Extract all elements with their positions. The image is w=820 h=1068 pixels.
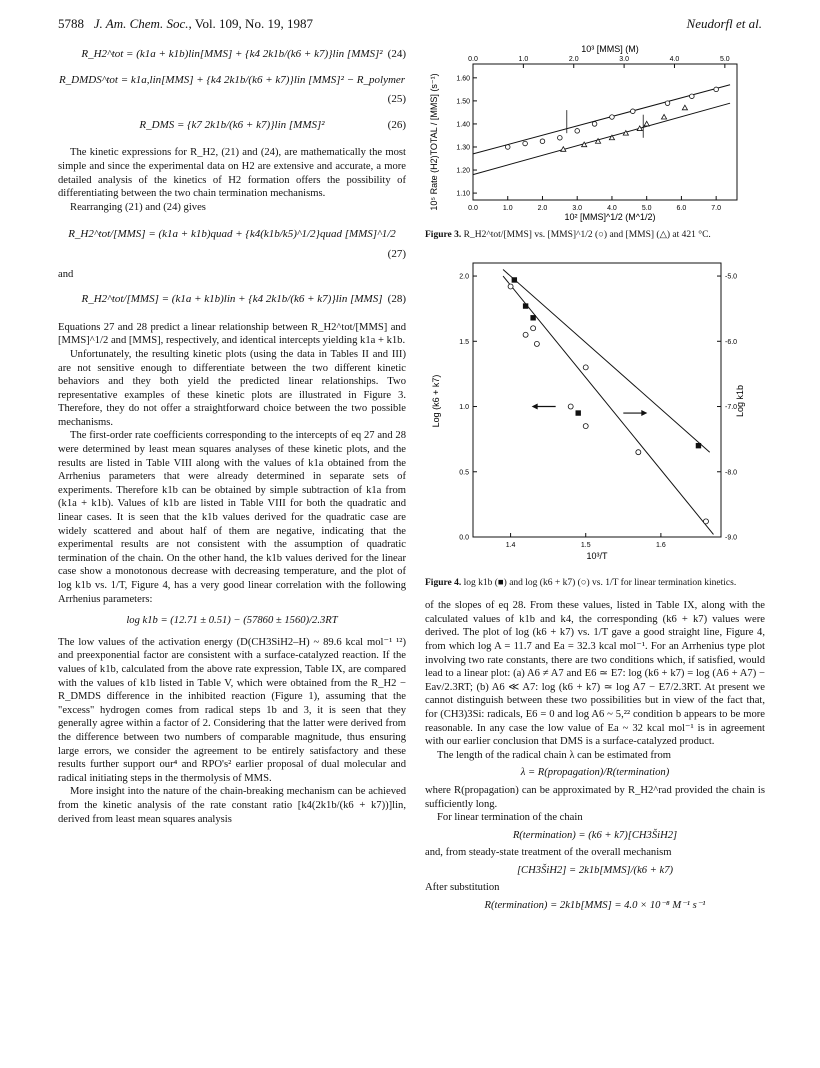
fit-line xyxy=(503,269,710,452)
caption-text: log k1b (■) and log (k6 + k7) (○) vs. 1/T for linear termination kinetics. xyxy=(463,578,737,589)
y-left-tick-label: 0.0 xyxy=(459,534,469,542)
equation-28 xyxy=(58,293,406,307)
data-point-triangle xyxy=(644,121,649,126)
y-right-tick-label: -6.0 xyxy=(725,338,738,346)
data-point-square xyxy=(523,303,528,308)
equation-24 xyxy=(58,48,406,62)
bottom-axis-label: 10² [MMS]^1/2 (M^1/2) xyxy=(564,212,656,222)
x-tick-label: 2.0 xyxy=(537,205,548,212)
top-tick-label: 5.0 xyxy=(719,56,730,63)
right-column xyxy=(425,42,765,917)
top-axis-label: 10³ [MMS] (M) xyxy=(581,44,639,54)
y-right-label: Log k1b xyxy=(735,384,745,417)
top-tick-label: 1.0 xyxy=(518,56,529,63)
paragraph: Rearranging (21) and (24) gives xyxy=(70,201,206,213)
equation-26-text: R_DMS = {k7 2k1b/(k6 + k7)}lin [MMS]² xyxy=(139,118,325,131)
y-tick-label: 1.50 xyxy=(456,98,470,106)
data-point-square xyxy=(512,277,517,282)
data-point-circle xyxy=(665,101,670,106)
paragraph: The low values of the activation energy (D(CH3SiH2–H) ~ 89.6 kcal mol⁻¹ ¹²) and preexponential factor are consistent with a surface-catalyzed reaction. If the values of k1b, calculated from the above rate expression, Table IX, are compared with the values of k1b listed in Table V, which were obtained from the R_H2 − R_DMDS difference in the inhibited reaction (Figure 1), assuming that the "excess" hydrogen comes from radical steps 1b and 3, it is seen that they generally agree within a factor of 2. Considering that the latter were derived from the difference between two numbers of comparable magnitude, thus ensuring large errors, we consider the agreement to be entirely satisfactory and these results further support our⁴ and RPO's² earlier proposal of dual molecular and radical initiating steps in the thermolysis of MMS. xyxy=(58,636,406,784)
equation-24-text: R_H2^tot = (k1a + k1b)lin[MMS] + {k4 2k1b/(k6 + k7)}lin [MMS]² xyxy=(81,48,383,60)
paragraph: of the slopes of eq 28. From these values, listed in Table IX, along with the calculated values of k1b and k4, the corresponding (k6 + k7) values were derived. The plot of log (k6 + k7) vs. 1/T gave a good straight line, Figure 4, from which log A = 11.7 and Ea = 32.3 kcal mol⁻¹. For an Arrhenius type plot involving two rate constants, there are two conditions which, if satisfied, would lead to a linear plot: (a) A6 ≠ A7 and E6 ≃ E7: log (k6 + k7) = log (A6 + A7) − Eav/2.3RT; (b) A6 ≪ A7: log (k6 + k7) ≃ log A7 − E7/2.3RT. At present we cannot distinguish between these two possibilities but in view of the fact that, for (CH3)3Si: radicals, E6 = 0 and log A6 ~ 5,²² condition b appears to be more reasonable. In any case the low value of Ea ~ 32 kcal mol⁻¹ is in agreement with our earlier conclusion that DMS is a surface-catalyzed product. xyxy=(425,600,765,748)
equation-logk1b: log k1b = (12.71 ± 0.51) − (57860 ± 1560)/2.3RT xyxy=(126,615,338,627)
data-point-circle xyxy=(690,94,695,99)
data-point-circle xyxy=(531,325,536,330)
paragraph: The kinetic expressions for R_H2, (21) and (24), are mathematically the most simple and since the experimental data on H2 are extensive and accurate, a more detailed analysis of the kinetics of H2 formation offers the possibility of differentiating between the two chain termination mechanisms. xyxy=(58,147,406,200)
top-tick-label: 0.0 xyxy=(468,56,478,63)
data-point-circle xyxy=(583,364,588,369)
equation-26 xyxy=(58,119,406,133)
equation-27-num xyxy=(58,248,406,262)
equation-26-number: (26) xyxy=(387,118,406,131)
equation-27-text: R_H2^tot/[MMS] = (k1a + k1b)quad + {k4(k1b/k5)^1/2}quad [MMS]^1/2 xyxy=(68,228,396,241)
arrow-left-head xyxy=(532,403,538,409)
y-left-label: Log (k6 + k7) xyxy=(431,374,441,427)
figure-4-chart xyxy=(425,251,765,571)
paragraph: and, from steady-state treatment of the overall mechanism xyxy=(425,847,672,859)
paragraph: The length of the radical chain λ can be estimated from xyxy=(437,749,671,761)
x-tick-label: 4.0 xyxy=(607,205,617,212)
x-tick-label: 6.0 xyxy=(676,205,687,212)
equation-25-text: R_DMDS^tot = k1a,lin[MMS] + {k4 2k1b/(k6 + k7)}lin [MMS]² − R_polymer xyxy=(58,73,406,86)
paragraph: For linear termination of the chain xyxy=(437,812,583,824)
data-point-triangle xyxy=(682,105,687,110)
plot-frame xyxy=(473,263,721,537)
equation-28-text: R_H2^tot/[MMS] = (k1a + k1b)lin + {k4 2k1b/(k6 + k7)}lin [MMS] xyxy=(81,293,383,306)
equation-substituted: R(termination) = 2k1b[MMS] = 4.0 × 10⁻⁸ M⁻¹ s⁻¹ xyxy=(484,900,706,912)
data-point-circle xyxy=(523,141,528,146)
y-tick-label: 1.60 xyxy=(456,75,470,83)
top-tick-label: 4.0 xyxy=(669,56,680,63)
equation-termination: R(termination) = (k6 + k7)[CH3ŠiH2] xyxy=(512,829,678,841)
figure-3-caption xyxy=(425,229,765,241)
caption-text: R_H2^tot/[MMS] vs. [MMS]^1/2 (○) and [MMS] (△) at 421 °C. xyxy=(463,229,711,240)
figure-4 xyxy=(425,251,765,590)
data-point-square xyxy=(530,315,535,320)
x-tick-label: 1.5 xyxy=(580,541,591,549)
data-point-square xyxy=(696,443,701,448)
x-axis-label: 10³/T xyxy=(586,550,608,561)
data-point-circle xyxy=(568,404,573,409)
running-header xyxy=(58,16,313,32)
paragraph: where R(propagation) can be approximated by R_H2^rad provided the chain is sufficiently long. xyxy=(425,784,765,810)
equation-25-number: (25) xyxy=(387,93,406,106)
y-right-tick-label: -9.0 xyxy=(725,534,738,542)
left-column xyxy=(58,42,406,826)
x-tick-label: 5.0 xyxy=(641,205,652,212)
top-tick-label: 3.0 xyxy=(619,56,629,63)
caption-label: Figure 3. xyxy=(425,229,462,240)
data-point-circle xyxy=(558,135,563,140)
equation-27 xyxy=(58,228,406,242)
fit-line xyxy=(473,103,730,174)
x-tick-label: 1.4 xyxy=(505,541,516,549)
figure-3 xyxy=(425,42,765,241)
equation-lambda: λ = R(propagation)/R(termination) xyxy=(520,767,670,779)
y-right-tick-label: -5.0 xyxy=(725,273,738,281)
volume-info: Vol. 109, No. 19, 1987 xyxy=(194,16,313,31)
y-left-tick-label: 1.5 xyxy=(459,338,469,346)
y-tick-label: 1.40 xyxy=(456,121,470,129)
y-tick-label: 1.30 xyxy=(456,144,470,152)
data-point-circle xyxy=(592,122,597,127)
y-left-tick-label: 2.0 xyxy=(459,273,469,281)
y-axis-label: 10⁵ Rate (H2)TOTAL / [MMS] (s⁻¹) xyxy=(429,73,439,211)
data-point-triangle xyxy=(661,114,666,119)
paragraph: More insight into the nature of the chain-breaking mechanism can be achieved from the kinetic analysis of the rate constant ratio [k4(2k1b/(k6 + k7))]lin, derived from least mean squares analysis xyxy=(58,786,406,825)
data-point-circle xyxy=(703,518,708,523)
equation-25-num xyxy=(58,93,406,107)
journal-name: J. Am. Chem. Soc., xyxy=(93,16,192,31)
top-tick-label: 2.0 xyxy=(568,56,579,63)
data-point-circle xyxy=(575,129,580,134)
y-left-tick-label: 1.0 xyxy=(459,403,469,411)
y-tick-label: 1.20 xyxy=(456,167,470,175)
data-point-circle xyxy=(714,87,719,92)
data-point-circle xyxy=(636,449,641,454)
data-point-circle xyxy=(583,423,588,428)
data-point-circle xyxy=(508,284,513,289)
arrow-right-head xyxy=(641,410,647,416)
plot-area xyxy=(459,263,737,549)
data-point-circle xyxy=(534,341,539,346)
equation-steady-state: [CH3ŠiH2] = 2k1b[MMS]/(k6 + k7) xyxy=(516,864,674,876)
x-tick-label: 1.6 xyxy=(656,541,666,549)
plot-area xyxy=(456,56,737,212)
x-tick-label: 1.0 xyxy=(502,205,513,212)
y-right-tick-label: -8.0 xyxy=(725,468,738,476)
equation-27-number: (27) xyxy=(387,247,406,260)
page-number: 5788 xyxy=(58,16,84,31)
paragraph: After substitution xyxy=(425,882,500,894)
x-tick-label: 3.0 xyxy=(572,205,583,212)
y-tick-label: 1.10 xyxy=(456,190,470,198)
y-right-tick-label: -7.0 xyxy=(725,403,738,411)
paragraph: The first-order rate coefficients corresponding to the intercepts of eq 27 and 28 were determined by least mean squares analyses of these kinetic plots, and the results are listed in Table VIII along with the values of k1a obtained from the Arrhenius parameters that were already determined in separate sets of experiments. Therefore k1b can be obtained by simple subtraction of k1a from (k1a + k1b). Values of k1b are listed in Table VIII for both the quadratic and linear cases. It is seen that the k1b values derived for the quadratic case are widely scattered and about half of them are negative, indicating that the experimental results are not consistent with the assumption of quadratic termination of the chain. On the other hand, the k1b values derived for the linear case show a monotonous decrease with decreasing temperature, and the plot of log k1b vs. 1/T, Figure 4, has a very good linear correlation with the following Arrhenius parameters: xyxy=(58,430,406,605)
authors: Neudorfl et al. xyxy=(686,16,762,31)
data-point-circle xyxy=(540,139,545,144)
data-point-square xyxy=(576,410,581,415)
figure-4-caption xyxy=(425,577,765,589)
data-point-circle xyxy=(505,145,510,150)
caption-label: Figure 4. xyxy=(425,578,462,589)
x-tick-label: 7.0 xyxy=(711,205,722,212)
data-point-circle xyxy=(630,109,635,114)
paragraph: and xyxy=(58,268,74,280)
paragraph: Unfortunately, the resulting kinetic plots (using the data in Tables II and III) are not sensitive enough to differentiate between the two different kinetic behaviors and they both yield the predicted linear relationships. Two representative examples of these kinetic plots are illustrated in Figure 3. Therefore, they do not offer a straightforward choice between the two possible mechanisms. xyxy=(58,348,406,428)
data-point-circle xyxy=(610,115,615,120)
figure-3-chart xyxy=(425,42,765,222)
equation-25 xyxy=(58,74,406,88)
plot-frame xyxy=(473,64,737,200)
data-point-circle xyxy=(523,332,528,337)
equation-24-number: (24) xyxy=(387,48,406,60)
paragraph: Equations 27 and 28 predict a linear relationship between R_H2^tot/[MMS] and [MMS]^1/2 and [MMS], respectively, and identical intercepts yielding k1a + k1b. xyxy=(58,321,406,347)
y-left-tick-label: 0.5 xyxy=(459,468,469,476)
x-tick-label: 0.0 xyxy=(468,205,478,212)
equation-28-number: (28) xyxy=(387,293,406,306)
